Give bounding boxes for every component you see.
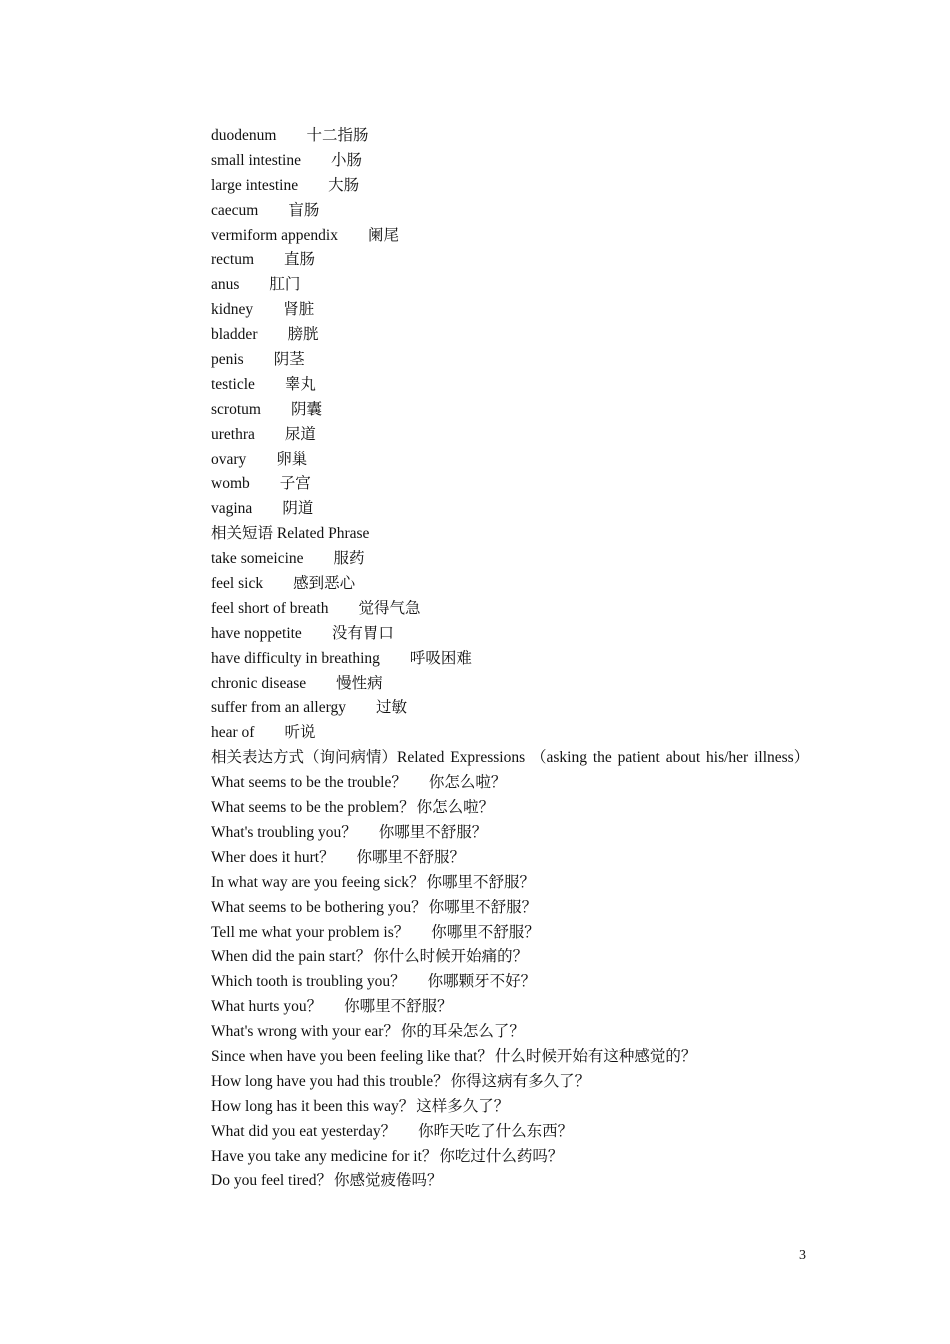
vocabulary-row bbox=[211, 199, 807, 224]
english-term: ovary bbox=[211, 450, 247, 468]
phrase-row bbox=[211, 647, 807, 672]
english-term: scrotum bbox=[211, 400, 261, 418]
vocabulary-row bbox=[211, 373, 807, 398]
chinese-term: 十二指肠 bbox=[306, 127, 369, 144]
english-term: have difficulty in breathing bbox=[211, 649, 380, 667]
chinese-term: 你的耳朵怎么了？ bbox=[400, 1023, 525, 1041]
english-term: take someicine bbox=[211, 550, 304, 568]
english-term: In what way are you feeing sick？ bbox=[211, 873, 425, 891]
vocabulary-row bbox=[211, 497, 807, 522]
english-term: What's wrong with your ear？ bbox=[211, 1023, 399, 1041]
expression-row bbox=[211, 1120, 807, 1145]
english-term: Have you take any medicine for it？ bbox=[211, 1147, 438, 1165]
english-term: duodenum bbox=[211, 127, 277, 144]
vocabulary-list bbox=[211, 124, 807, 522]
chinese-term: 小肠 bbox=[330, 151, 362, 169]
vocabulary-row bbox=[211, 323, 807, 348]
chinese-term: 卵巢 bbox=[276, 450, 308, 468]
english-term: What's troubling you？ bbox=[211, 823, 357, 841]
english-term: kidney bbox=[211, 301, 254, 319]
english-term: How long have you had this trouble？ bbox=[211, 1072, 449, 1090]
chinese-term: 尿道 bbox=[284, 425, 316, 443]
expression-row bbox=[211, 1070, 807, 1095]
english-term: What seems to be bothering you？ bbox=[211, 898, 427, 916]
chinese-term: 你什么时候开始痛的？ bbox=[373, 948, 529, 966]
page-content bbox=[211, 124, 810, 1194]
english-term: vermiform appendix bbox=[211, 226, 338, 244]
expression-row bbox=[211, 1169, 807, 1194]
chinese-term: 大肠 bbox=[328, 176, 360, 194]
chinese-term: 没有胃口 bbox=[331, 624, 394, 642]
english-term: What did you eat yesterday？ bbox=[211, 1122, 397, 1140]
chinese-term: 阴道 bbox=[282, 500, 314, 518]
chinese-term: 睾丸 bbox=[284, 375, 316, 393]
expression-row bbox=[211, 1045, 807, 1070]
phrase-row bbox=[211, 672, 807, 697]
chinese-term: 听说 bbox=[284, 724, 316, 742]
chinese-term: 你得这病有多久了？ bbox=[450, 1072, 591, 1090]
phrase-row bbox=[211, 696, 807, 721]
chinese-term: 你哪里不舒服？ bbox=[344, 998, 453, 1016]
vocabulary-row bbox=[211, 273, 807, 298]
english-term: penis bbox=[211, 351, 244, 369]
expression-row bbox=[211, 896, 807, 921]
vocabulary-row bbox=[211, 124, 807, 149]
chinese-term: 呼吸困难 bbox=[409, 649, 472, 667]
phrases-heading: 相关短语 Related Phrase bbox=[211, 525, 370, 543]
expression-row bbox=[211, 1095, 807, 1120]
expression-row bbox=[211, 871, 807, 896]
expressions-list bbox=[211, 771, 807, 1194]
expression-row bbox=[211, 970, 807, 995]
english-term: Since when have you been feeling like that？ bbox=[211, 1047, 493, 1065]
chinese-term: 直肠 bbox=[284, 251, 316, 269]
expression-row bbox=[211, 945, 807, 970]
expression-row bbox=[211, 771, 807, 796]
chinese-term: 子宫 bbox=[279, 475, 311, 493]
chinese-term: 你哪里不舒服？ bbox=[426, 873, 535, 891]
english-term: caecum bbox=[211, 201, 259, 219]
vocabulary-row bbox=[211, 398, 807, 423]
chinese-term: 盲肠 bbox=[288, 201, 320, 219]
chinese-term: 感到恶心 bbox=[293, 575, 356, 593]
english-term: When did the pain start？ bbox=[211, 948, 372, 966]
page-number: 3 bbox=[799, 1248, 806, 1263]
chinese-term: 你哪里不舒服？ bbox=[378, 823, 488, 841]
vocabulary-row bbox=[211, 472, 807, 497]
english-term: have noppetite bbox=[211, 624, 302, 642]
chinese-term: 什么时候开始有这种感觉的？ bbox=[494, 1047, 697, 1065]
phrase-row bbox=[211, 622, 807, 647]
english-term: Wher does it hurt？ bbox=[211, 848, 335, 866]
chinese-term: 肾脏 bbox=[283, 301, 315, 319]
english-term: testicle bbox=[211, 375, 255, 393]
expression-row bbox=[211, 821, 807, 846]
chinese-term: 你哪颗牙不好？ bbox=[427, 973, 537, 991]
vocabulary-row bbox=[211, 423, 807, 448]
english-term: What hurts you？ bbox=[211, 998, 323, 1016]
phrase-row bbox=[211, 547, 807, 572]
chinese-term: 你哪里不舒服？ bbox=[356, 848, 466, 866]
expression-row bbox=[211, 1020, 807, 1045]
chinese-term: 膀胱 bbox=[287, 326, 319, 344]
english-term: How long has it been this way？ bbox=[211, 1097, 415, 1115]
chinese-term: 你哪里不舒服？ bbox=[428, 898, 538, 916]
vocabulary-row bbox=[211, 298, 807, 323]
english-term: Do you feel tired？ bbox=[211, 1172, 332, 1190]
chinese-term: 过敏 bbox=[376, 699, 408, 717]
vocabulary-row bbox=[211, 224, 807, 249]
expression-row bbox=[211, 921, 807, 946]
vocabulary-row bbox=[211, 448, 807, 473]
english-term: What seems to be the problem？ bbox=[211, 799, 415, 817]
english-term: Tell me what your problem is？ bbox=[211, 923, 410, 941]
english-term: suffer from an allergy bbox=[211, 699, 347, 717]
chinese-term: 阑尾 bbox=[367, 226, 399, 244]
english-term: Which tooth is troubling you？ bbox=[211, 973, 406, 991]
chinese-term: 你哪里不舒服？ bbox=[431, 923, 540, 941]
english-term: anus bbox=[211, 276, 240, 294]
english-term: small intestine bbox=[211, 151, 301, 169]
expression-row bbox=[211, 995, 807, 1020]
chinese-term: 你感觉疲倦吗？ bbox=[333, 1172, 443, 1190]
english-term: What seems to be the trouble？ bbox=[211, 774, 407, 792]
chinese-term: 你昨天吃了什么东西？ bbox=[418, 1122, 574, 1140]
expression-row bbox=[211, 846, 807, 871]
english-term: vagina bbox=[211, 500, 253, 518]
phrase-row bbox=[211, 597, 807, 622]
chinese-term: 服药 bbox=[333, 550, 365, 568]
chinese-term: 肛门 bbox=[269, 276, 301, 294]
expressions-heading: 相关表达方式（询问病情）Related Expressions （asking the patient about his/her illness） bbox=[211, 749, 810, 767]
vocabulary-row bbox=[211, 348, 807, 373]
vocabulary-row bbox=[211, 174, 807, 199]
phrase-row bbox=[211, 572, 807, 597]
chinese-term: 你吃过什么药吗？ bbox=[439, 1147, 564, 1165]
vocabulary-row bbox=[211, 248, 807, 273]
expression-row bbox=[211, 1145, 807, 1170]
phrases-list bbox=[211, 547, 807, 746]
english-term: feel sick bbox=[211, 575, 264, 593]
expression-row bbox=[211, 796, 807, 821]
english-term: hear of bbox=[211, 724, 255, 742]
chinese-term: 慢性病 bbox=[336, 674, 383, 692]
chinese-term: 这样多久了？ bbox=[416, 1097, 510, 1115]
chinese-term: 觉得气急 bbox=[358, 599, 421, 617]
vocabulary-row bbox=[211, 149, 807, 174]
chinese-term: 你怎么啦？ bbox=[428, 774, 507, 792]
english-term: feel short of breath bbox=[211, 599, 329, 617]
english-term: large intestine bbox=[211, 176, 299, 194]
english-term: bladder bbox=[211, 326, 258, 344]
english-term: womb bbox=[211, 475, 250, 493]
english-term: rectum bbox=[211, 251, 255, 269]
chinese-term: 阴茎 bbox=[273, 351, 305, 369]
chinese-term: 阴囊 bbox=[290, 400, 322, 418]
chinese-term: 你怎么啦？ bbox=[416, 799, 495, 817]
phrase-row bbox=[211, 721, 807, 746]
english-term: chronic disease bbox=[211, 674, 307, 692]
english-term: urethra bbox=[211, 425, 255, 443]
